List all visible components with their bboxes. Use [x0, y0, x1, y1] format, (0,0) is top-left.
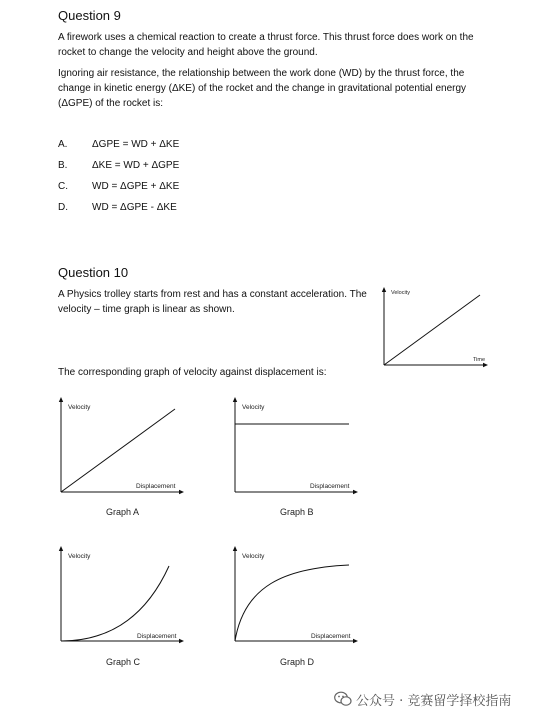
graph-d	[229, 546, 359, 644]
x-axis-arrow	[353, 490, 358, 494]
y-axis-arrow	[233, 397, 237, 402]
watermark	[334, 690, 511, 708]
y-axis-label: Velocity	[391, 290, 410, 296]
x-axis-label: Displacement	[137, 633, 177, 640]
graph-a-caption: Graph A	[106, 507, 140, 517]
graph-c-curve	[61, 566, 169, 641]
y-axis-label: Velocity	[68, 553, 91, 560]
graph-b	[229, 397, 359, 495]
y-axis-arrow	[59, 397, 63, 402]
x-axis-arrow	[179, 490, 184, 494]
graph-d-curve	[235, 565, 349, 641]
y-axis-label: Velocity	[68, 404, 91, 411]
y-axis-label: Velocity	[242, 553, 265, 560]
wechat-icon	[334, 691, 352, 707]
option-text: ΔKE = WD + ΔGPE	[92, 160, 180, 171]
option-letter: C.	[58, 181, 68, 192]
x-axis-label: Displacement	[311, 633, 351, 640]
option-text: ΔGPE = WD + ΔKE	[92, 139, 180, 150]
question-10-paragraph-1: A Physics trolley starts from rest and has a constant acceleration. The velocity – time graph is linear as shown.	[58, 289, 367, 315]
velocity-line	[384, 295, 480, 365]
graph-a-line	[61, 409, 175, 492]
question-9-paragraph-1: A firework uses a chemical reaction to create a thrust force. This thrust force does work on the rocket to change the velocity and height above the ground.	[58, 32, 474, 58]
option-letter: A.	[58, 139, 68, 150]
option-letter: B.	[58, 160, 68, 171]
x-axis-arrow	[353, 639, 358, 643]
x-axis-label: Time	[473, 357, 486, 363]
question-10-paragraph-2: The corresponding graph of velocity against displacement is:	[58, 367, 327, 378]
graph-c-caption: Graph C	[106, 657, 141, 667]
y-axis-arrow	[382, 287, 386, 292]
graph-c	[55, 546, 185, 644]
question-9-title: Question 9	[58, 8, 121, 23]
graph-d-caption: Graph D	[280, 657, 315, 667]
x-axis-label: Displacement	[310, 483, 350, 490]
velocity-time-graph	[380, 287, 490, 369]
option-letter: D.	[58, 202, 68, 213]
watermark-text: 公众号 · 竞赛留学择校指南	[356, 693, 512, 709]
option-text: WD = ΔGPE - ΔKE	[92, 202, 177, 213]
x-axis-arrow	[179, 639, 184, 643]
y-axis-arrow	[59, 546, 63, 551]
y-axis-arrow	[233, 546, 237, 551]
question-10-title: Question 10	[58, 265, 129, 280]
option-text: WD = ΔGPE + ΔKE	[92, 181, 180, 192]
y-axis-label: Velocity	[242, 404, 265, 411]
graph-a	[55, 397, 185, 495]
x-axis-label: Displacement	[136, 483, 176, 490]
question-9-paragraph-2: Ignoring air resistance, the relationship between the work done (WD) by the thrust force, the change in kinetic energy (ΔKE) of the rocket and the change in gravitational potential energy (ΔGPE) of the rocket is:	[58, 68, 467, 109]
graph-b-caption: Graph B	[280, 507, 314, 517]
